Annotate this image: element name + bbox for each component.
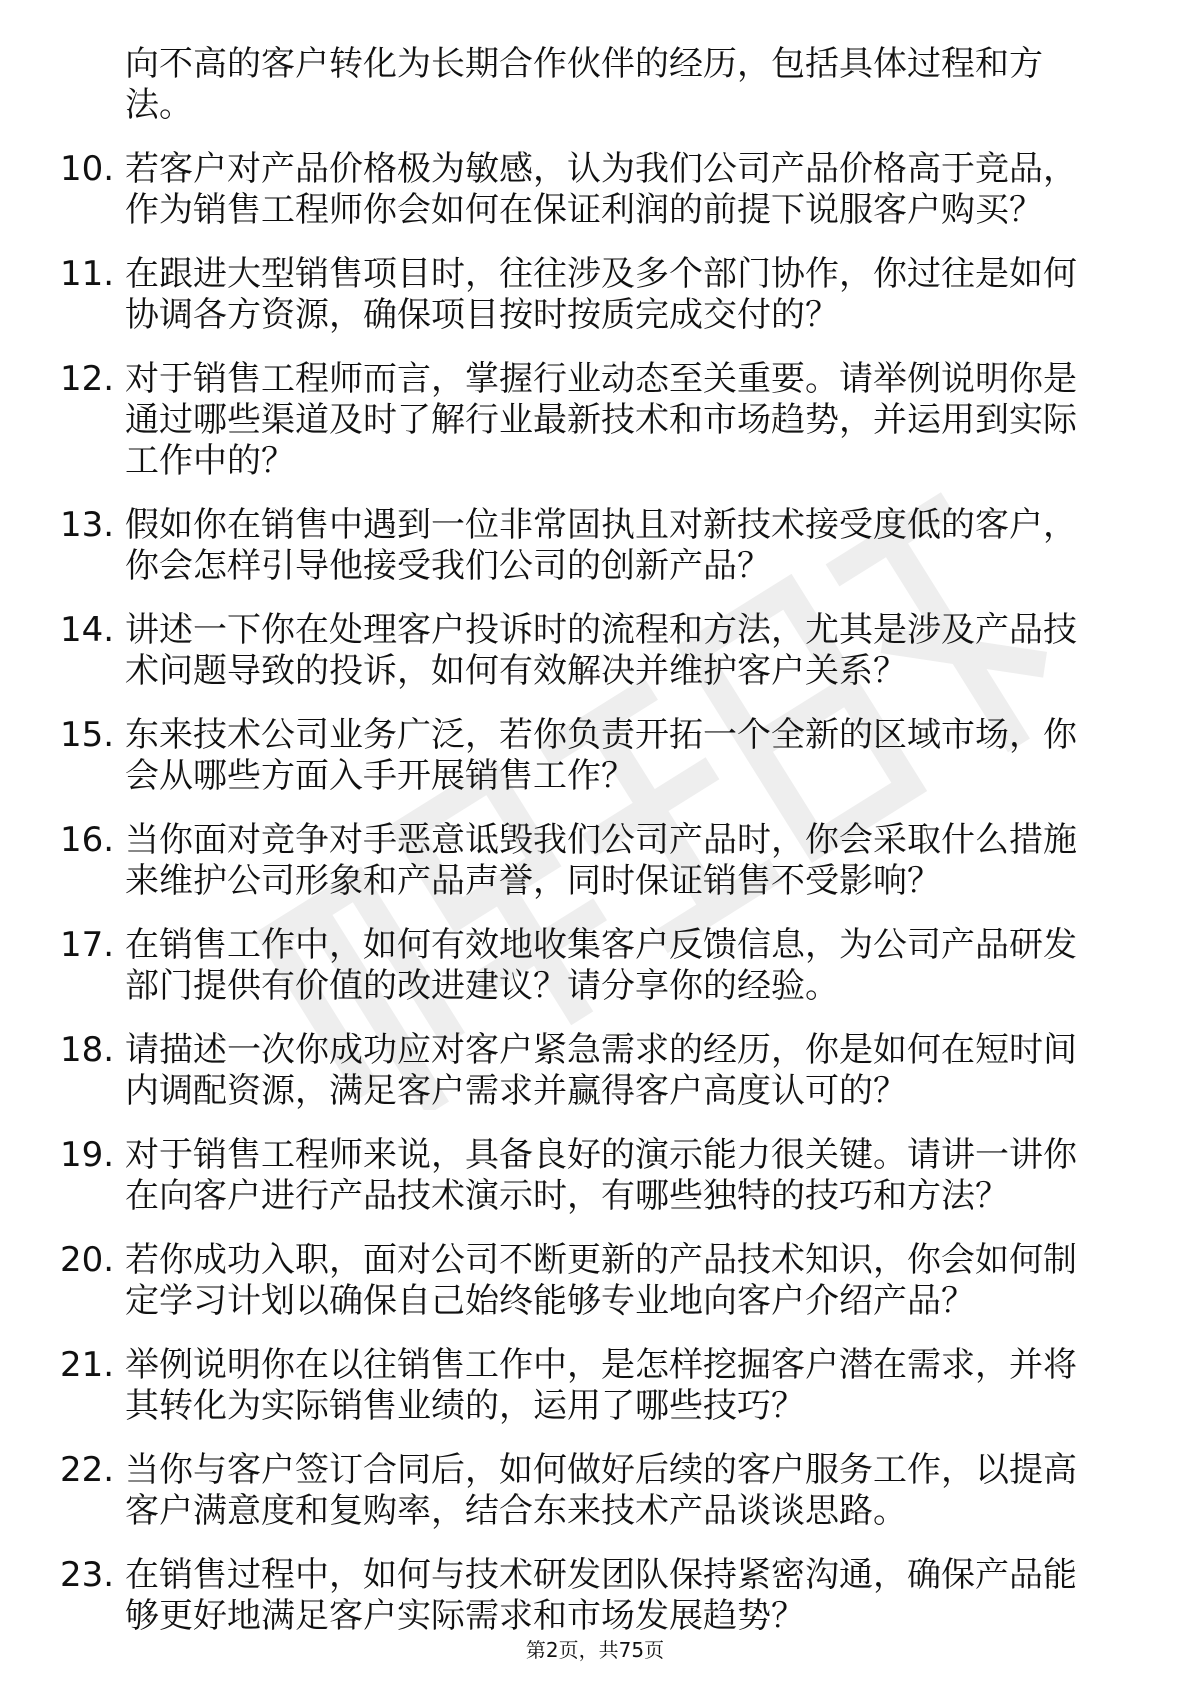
question-number: 23. <box>60 1555 115 1595</box>
question-text: 假如你在销售中遇到一位非常固执且对新技术接受度低的客户， 你会怎样引导他接受我们公司的创新产品？ <box>125 505 1077 586</box>
question-number: 16. <box>60 820 115 860</box>
question-number: 17. <box>60 925 115 965</box>
question-text: 当你与客户签订合同后，如何做好后续的客户服务工作，以提高 客户满意度和复购率，结合东来技术产品谈谈思路。 <box>125 1450 1077 1531</box>
question-number: 20. <box>60 1240 115 1280</box>
question-number: 14. <box>60 610 115 650</box>
question-number: 15. <box>60 715 115 755</box>
question-number: 12. <box>60 359 115 399</box>
list-item <box>60 820 1120 902</box>
list-item <box>60 610 1120 692</box>
question-number: 10. <box>60 149 115 189</box>
question-text: 举例说明你在以往销售工作中，是怎样挖掘客户潜在需求，并将 其转化为实际销售业绩的，运用了哪些技巧？ <box>125 1345 1077 1426</box>
page-footer <box>0 1637 1190 1663</box>
question-number: 22. <box>60 1450 115 1490</box>
question-text: 对于销售工程师来说，具备良好的演示能力很关键。请讲一讲你 在向客户进行产品技术演示时，有哪些独特的技巧和方法？ <box>125 1135 1077 1216</box>
list-item <box>60 925 1120 1007</box>
question-number: 11. <box>60 254 115 294</box>
question-text: 东来技术公司业务广泛，若你负责开拓一个全新的区域市场，你 会从哪些方面入手开展销售工作？ <box>125 715 1077 796</box>
page-number-label: 第2页，共75页 <box>525 1638 665 1662</box>
question-text: 在跟进大型销售项目时，往往涉及多个部门协作，你过往是如何 协调各方资源，确保项目按时按质完成交付的？ <box>125 254 1077 335</box>
question-text: 对于销售工程师而言，掌握行业动态至关重要。请举例说明你是 通过哪些渠道及时了解行业最新技术和市场趋势，并运用到实际 工作中的？ <box>125 359 1077 481</box>
document-body <box>60 44 1120 1637</box>
continued-question-text: 向不高的客户转化为长期合作伙伴的经历，包括具体过程和方 法。 <box>125 44 1043 125</box>
list-item <box>60 1345 1120 1427</box>
list-item <box>60 1555 1120 1637</box>
list-item <box>60 149 1120 231</box>
question-number: 19. <box>60 1135 115 1175</box>
list-item <box>60 505 1120 587</box>
question-text: 当你面对竞争对手恶意诋毁我们公司产品时，你会采取什么措施 来维护公司形象和产品声誉，同时保证销售不受影响？ <box>125 820 1077 901</box>
list-item <box>60 1450 1120 1532</box>
question-text: 在销售过程中，如何与技术研发团队保持紧密沟通，确保产品能 够更好地满足客户实际需求和市场发展趋势？ <box>125 1555 1077 1636</box>
question-number: 13. <box>60 505 115 545</box>
question-text: 若客户对产品价格极为敏感，认为我们公司产品价格高于竞品， 作为销售工程师你会如何在保证利润的前提下说服客户购买？ <box>125 149 1077 230</box>
question-text: 请描述一次你成功应对客户紧急需求的经历，你是如何在短时间 内调配资源，满足客户需求并赢得客户高度认可的？ <box>125 1030 1077 1111</box>
list-item <box>60 254 1120 336</box>
question-text: 在销售工作中，如何有效地收集客户反馈信息，为公司产品研发 部门提供有价值的改进建议？请分享你的经验。 <box>125 925 1077 1006</box>
list-item <box>60 1240 1120 1322</box>
question-number: 18. <box>60 1030 115 1070</box>
list-item <box>60 1135 1120 1217</box>
question-text: 讲述一下你在处理客户投诉时的流程和方法，尤其是涉及产品技 术问题导致的投诉，如何有效解决并维护客户关系？ <box>125 610 1077 691</box>
list-item <box>60 715 1120 797</box>
list-item <box>60 1030 1120 1112</box>
question-list <box>60 149 1120 1637</box>
list-item <box>60 359 1120 482</box>
question-number: 21. <box>60 1345 115 1385</box>
question-text: 若你成功入职，面对公司不断更新的产品技术知识，你会如何制 定学习计划以确保自己始终能够专业地向客户介绍产品？ <box>125 1240 1077 1321</box>
